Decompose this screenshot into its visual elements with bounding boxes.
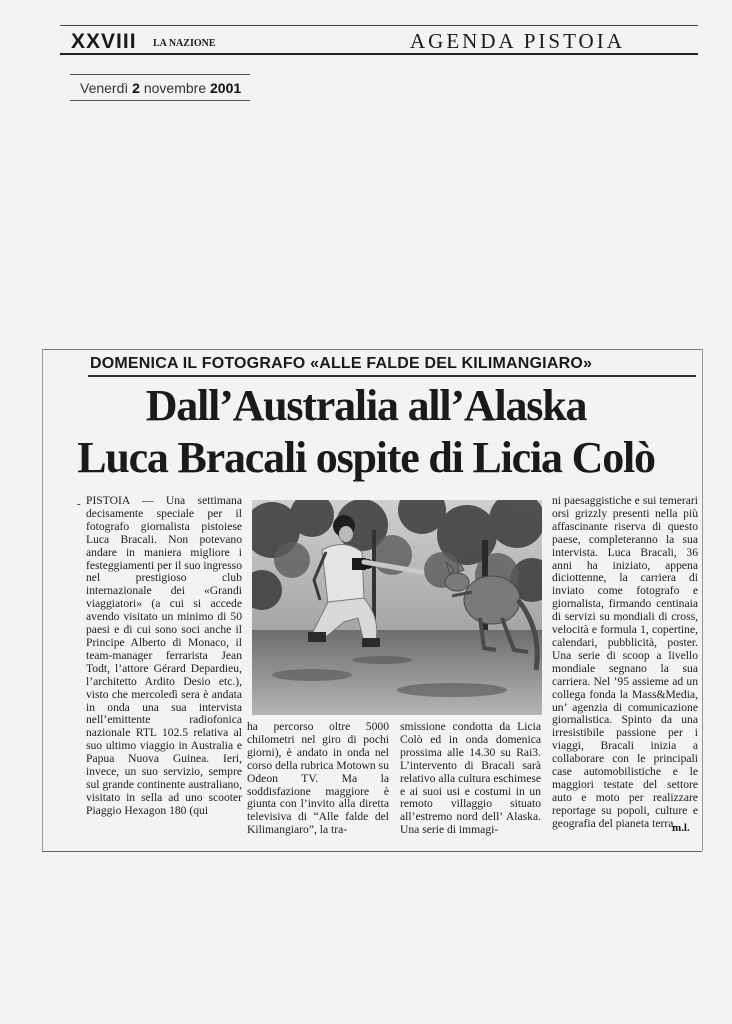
headline-line-2: Luca Bracali ospite di Licia Colò [77, 433, 655, 482]
newspaper-name: LA NAZIONE [153, 38, 216, 49]
page-number: XXVIII [71, 30, 137, 53]
issue-date [80, 80, 241, 96]
photographer-with-kangaroo-photo [252, 500, 542, 715]
article-border-top [42, 349, 702, 350]
kicker-underline [88, 375, 696, 377]
article-column-3: smissione condotta da Licia Colò ed in onda domenica prossima alle 14.30 su Rai3. L’intervento di Bracali sarà relativo alla cultura eschimese e ai suoi usi e costumi in un remoto villaggio situato all’estremo nord dell’ Alaska. Una serie di immagi- [400, 720, 541, 837]
section-title: AGENDA PISTOIA [410, 29, 625, 53]
date-rule-top [70, 74, 250, 75]
date-month: novembre [143, 80, 207, 96]
header-rule-top [60, 25, 698, 26]
dateline-dash: - [77, 498, 81, 510]
header-rule-bottom [60, 53, 698, 55]
author-signature: m.l. [672, 822, 690, 834]
article-column-2: ha percorso oltre 5000 chilometri nel giro di pochi giorni), è andato in onda nel corso della rubrica Motown su Odeon TV. Ma la soddisfazione maggiore è giunta con l’invito alla diretta televisiva di “Alle falde del Kilimangiaro”, la tra- [247, 720, 389, 837]
date-weekday: Venerdì [80, 80, 129, 96]
headline-line-1: Dall’Australia all’Alaska [145, 381, 587, 430]
article-border-bottom [42, 851, 702, 852]
article-kicker: DOMENICA IL FOTOGRAFO «ALLE FALDE DEL KILIMANGIARO» [90, 355, 593, 372]
date-year: 2001 [210, 80, 242, 96]
article-column-1: PISTOIA — Una settimana decisamente speciale per il fotografo giornalista pistoiese Luca Bracali. Non potevano andare in maniera migliore i festeggiamenti per il suo ingresso nel prestigioso club internazionale dei «Grandi viaggiatori» (a cui si accede avendo visitato un minimo di 50 paesi e di cui sono soci anche il Principe Alberto di Monaco, il team-manager ferrarista Jean Todt, l’attore Gérard Depardieu, l’architetto Ardito Desio etc.), visto che mercoledì sera è andata in onda una sua intervista nell’emittente radiofonica nazionale RTL 102.5 relativa al suo ultimo viaggio in Australia e Papua Nuova Guinea. Ieri, invece, un suo servizio, sempre sul grande continente australiano, visitato in sella ad uno scooter Piaggio Hexagon 180 (qui [86, 494, 242, 817]
date-rule-bottom [70, 100, 250, 101]
date-day: 2 [132, 80, 140, 96]
article-column-4: ni paesaggistiche e sui temerari orsi grizzly presenti nella più affascinante riserva di questo paese, completeranno la sua intervista. Luca Bracali, 36 anni ha iniziato, appena diciottenne, la carriera di inviato come fotografo e giornalista, firmando centinaia di servizi su mondiali di cross, velocità e formula 1, copertine, calendari, pubblicità, poster. Una serie di scoop a livello mondiale segnano la sua carriera. Nel ’95 assieme ad un collega fonda la Mass&Media, un’ agenzia di comunicazione giornalistica. Spinto da una irresistibile passione per i viaggi, Bracali inizia a collaborare con le principali case automobilistiche e le maggiori testate del settore auto e moto per realizzare reportage su popoli, culture e geografia del pianeta terra. [552, 494, 698, 830]
